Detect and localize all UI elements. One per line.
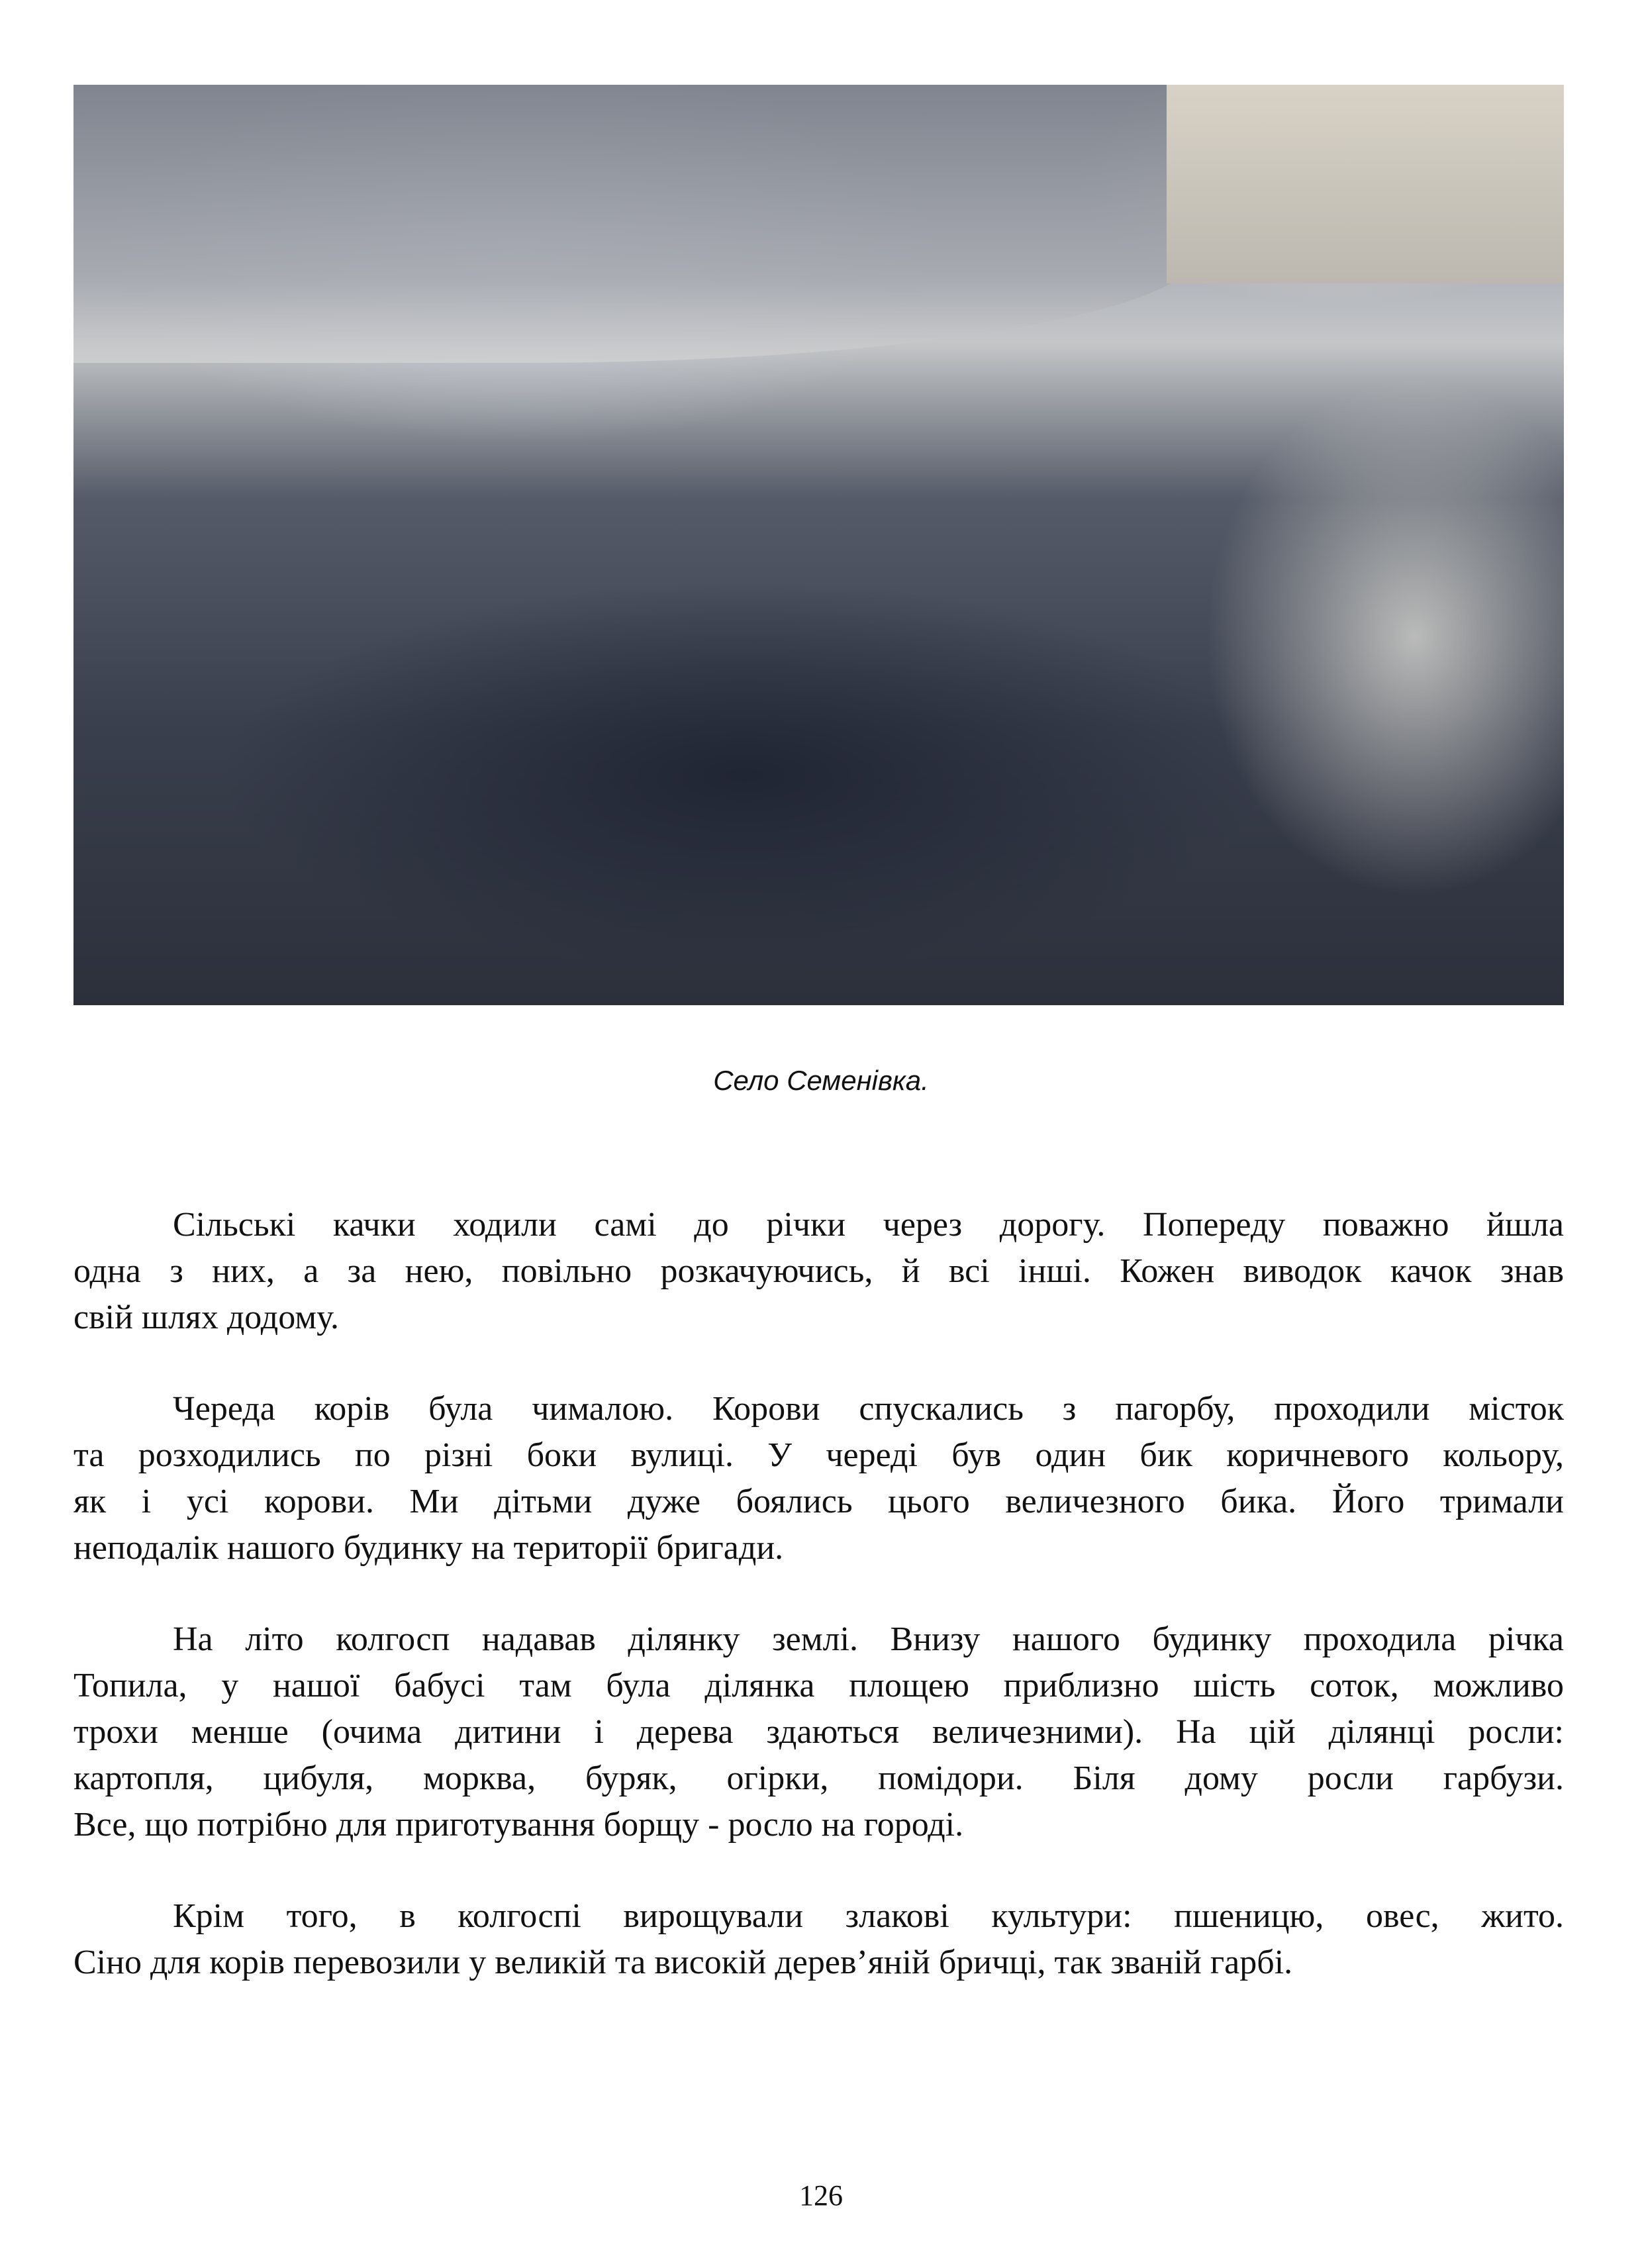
thatched-roof-shape — [73, 85, 1199, 363]
paragraph — [73, 1386, 1564, 1571]
page-number: 126 — [799, 2179, 843, 2212]
paragraph — [73, 1616, 1564, 1848]
text-line: На літо колгосп надавав ділянку землі. Внизу нашого будинку проходила річка — [173, 1620, 1564, 1658]
paragraph — [73, 1202, 1564, 1341]
paragraph — [73, 1893, 1564, 1986]
text-line: картопля, цибуля, морква, буряк, огірки, помідори. Біля дому росли гарбузи. — [73, 1759, 1564, 1797]
text-line: неподалік нашого будинку на території бригади. — [73, 1529, 784, 1567]
text-line: Топила, у нашої бабусі там була ділянка площею приблизно шість соток, можливо — [73, 1667, 1564, 1704]
text-line: Череда корів була чималою. Корови спускались з пагорбу, проходили місток — [173, 1390, 1564, 1428]
photo-caption: Село Семенівка. — [713, 1065, 929, 1096]
text-line: Сіно для корів перевозили у великій та високій дерев’яній бричці, так званій гарбі. — [73, 1944, 1293, 1981]
text-line: та розходились по різні боки вулиці. У череді був один бик коричневого кольору, — [73, 1436, 1564, 1474]
text-line: Крім того, в колгоспі вирощували злакові культури: пшеницю, овес, жито. — [173, 1897, 1564, 1935]
body-text — [73, 1202, 1564, 2031]
text-line: Все, що потрібно для приготування борщу - росло на городі. — [73, 1806, 964, 1844]
text-line: трохи менше (очима дитини і дерева здаються величезними). На цій ділянці росли: — [73, 1713, 1564, 1751]
text-line: свій шлях додому. — [73, 1299, 339, 1336]
sky-area — [1167, 85, 1564, 283]
text-line: Сільські качки ходили самі до річки через дорогу. Попереду поважно йшла — [173, 1206, 1564, 1244]
village-group-photo — [73, 85, 1564, 1005]
text-line: як і усі корови. Ми дітьми дуже боялись цього величезного бика. Його тримали — [73, 1483, 1564, 1520]
text-line: одна з них, а за нею, повільно розкачуючись, й всі інші. Кожен виводок качок знав — [73, 1252, 1564, 1290]
